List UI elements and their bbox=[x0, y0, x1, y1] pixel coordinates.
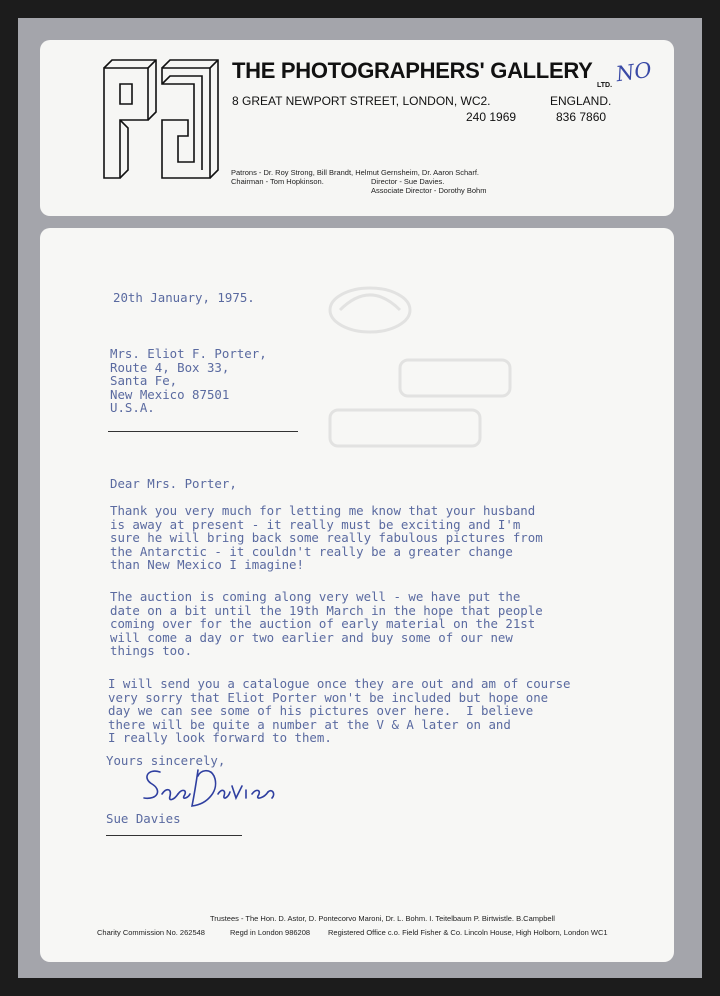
salutation: Dear Mrs. Porter, bbox=[110, 476, 237, 491]
handwritten-signature bbox=[138, 766, 278, 816]
charity-number: Charity Commission No. 262548 bbox=[97, 928, 205, 937]
pg-monogram-logo bbox=[98, 58, 222, 184]
recipient-address: Mrs. Eliot F. Porter, Route 4, Box 33, Santa Fe, New Mexico 87501 U.S.A. bbox=[110, 346, 267, 415]
letter-date: 20th January, 1975. bbox=[113, 290, 255, 305]
closing: Yours sincerely, bbox=[106, 753, 226, 768]
gallery-name-heading: THE PHOTOGRAPHERS' GALLERY bbox=[232, 58, 593, 83]
trustees-line: Trustees - The Hon. D. Astor, D. Pontecorvo Maroni, Dr. L. Bohm. I. Teitelbaum P. Birtwistle. B.Campbell bbox=[210, 914, 555, 923]
phone-number-2: 836 7860 bbox=[556, 110, 607, 124]
signer-underline bbox=[106, 835, 242, 836]
registered-office: Registered Office c.o. Field Fisher & Co. Lincoln House, High Holborn, London WC1 bbox=[328, 928, 608, 937]
ltd-label: LTD. bbox=[597, 82, 613, 89]
signer-name: Sue Davies bbox=[106, 811, 181, 826]
phone-number-1: 240 1969 bbox=[466, 110, 517, 124]
gallery-country: ENGLAND. bbox=[550, 94, 612, 108]
faint-watermark-stamp bbox=[300, 270, 530, 460]
chairman-line: Chairman - Tom Hopkinson. bbox=[231, 177, 324, 186]
paragraph-3: I will send you a catalogue once they are out and am of course very sorry that Eliot Porter won't be included but hope one day we can see some of his pictures over here. I believe there will be quite a number at the V & A later on and I really look forward to them. bbox=[108, 676, 571, 745]
associate-director-line: Associate Director - Dorothy Bohm bbox=[371, 186, 487, 195]
director-line: Director - Sue Davies. bbox=[371, 177, 445, 186]
handwritten-note: NO bbox=[614, 57, 654, 87]
registration-number: Regd in London 986208 bbox=[230, 928, 311, 937]
paragraph-1: Thank you very much for letting me know that your husband is away at present - it really must be exciting and I'm sure he will bring back some really fabulous pictures from the Antarctic - it couldn't really be a greater change than New Mexico I imagine! bbox=[110, 503, 543, 572]
paragraph-2: The auction is coming along very well - we have put the date on a bit until the 19th March in the hope that people coming over for the auction of early material on the 21st will come a day or two earlier and buy some of our new things too. bbox=[110, 589, 543, 658]
patrons-line: Patrons - Dr. Roy Strong, Bill Brandt, Helmut Gernsheim, Dr. Aaron Scharf. bbox=[231, 168, 480, 177]
gallery-address: 8 GREAT NEWPORT STREET, LONDON, WC2. bbox=[232, 94, 491, 108]
address-underline bbox=[108, 431, 298, 432]
